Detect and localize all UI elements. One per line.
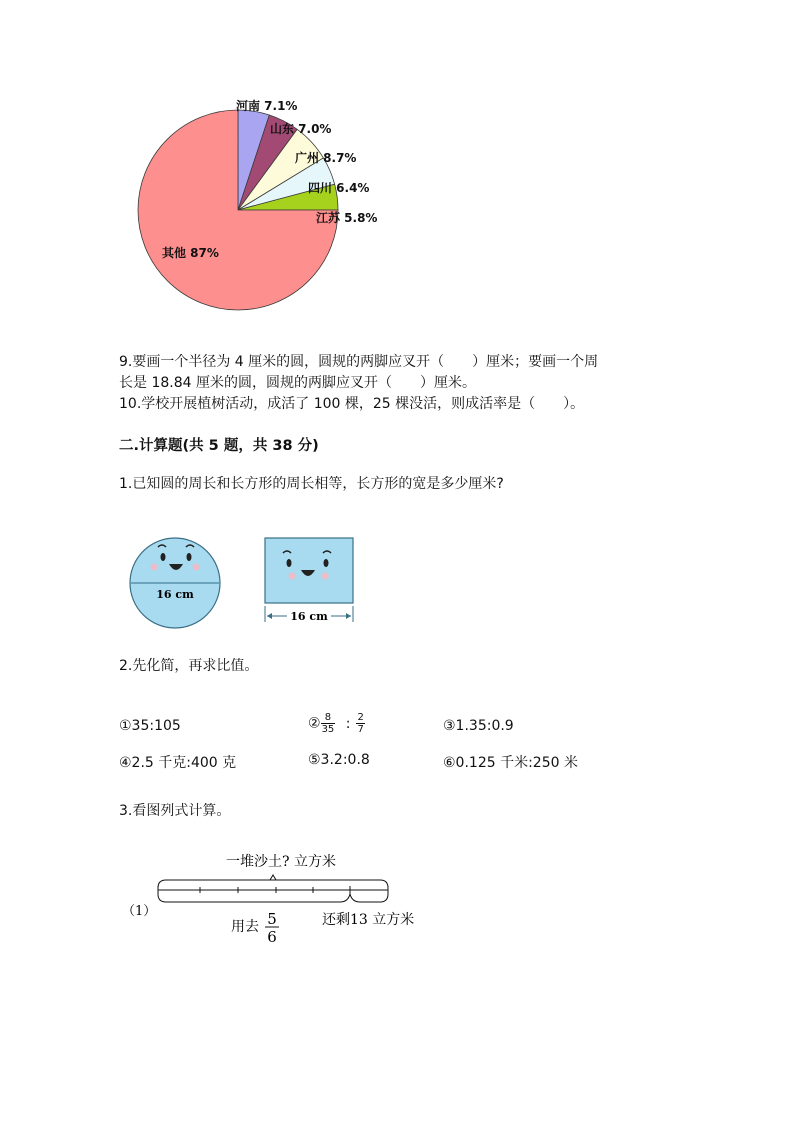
fraction-2-7: $\frac{2}{7}$: [357, 712, 364, 735]
circle-rect-figure: [0, 520, 400, 640]
rect-label: 16 cm: [290, 610, 328, 623]
used-label: 用去: [231, 919, 259, 935]
pie-label-0: 河南 7.1%: [236, 99, 298, 113]
pie-label-1: 山东 7.0%: [270, 122, 332, 136]
top-brace: [158, 880, 388, 888]
pie-label-2: 广州 8.7%: [295, 151, 357, 165]
circle-label: 16 cm: [156, 588, 194, 601]
question-9-line-2: 长是 18.84 厘米的圆，圆规的两脚应叉开（ ）厘米。: [119, 375, 476, 391]
ratio-item-1: ①35:105: [119, 718, 181, 734]
ratio-item-4: ④2.5 千克:400 克: [119, 755, 237, 771]
item-2-prefix: ②: [308, 715, 321, 732]
section-title: 二.计算题(共 5 题，共 38 分): [119, 438, 319, 454]
ratio-item-2: [308, 712, 365, 735]
ratio-separator: :: [345, 715, 351, 732]
calc-3-text: 3.看图列式计算。: [119, 803, 231, 819]
question-10: 10.学校开展植树活动，成活了 100 棵，25 棵没活，则成活率是（ ）。: [119, 396, 585, 412]
used-brace: [158, 894, 350, 902]
ratio-item-5: ⑤3.2:0.8: [308, 752, 370, 768]
used-fraction-numerator: 5: [267, 910, 277, 928]
left-brace: [350, 894, 388, 902]
pie-label-3: 四川 6.4%: [308, 181, 370, 195]
question-9-line-1: 9.要画一个半径为 4 厘米的圆，圆规的两脚应叉开（ ）厘米；要画一个周: [119, 354, 599, 370]
pie-label-4: 江苏 5.8%: [316, 211, 378, 225]
pie-label-5: 其他 87%: [162, 246, 219, 260]
fraction-8-35: $\frac{8}{35}$: [321, 712, 335, 735]
calc-1-text: 1.已知圆的周长和长方形的周长相等，长方形的宽是多少厘米?: [119, 476, 504, 492]
used-fraction-denominator: 6: [267, 928, 277, 946]
sub-question-label: （1）: [122, 904, 157, 919]
ratio-item-3: ③1.35:0.9: [443, 718, 514, 734]
pie-chart: [0, 0, 794, 330]
total-label: 一堆沙土? 立方米: [226, 854, 336, 870]
calc-2-text: 2.先化简，再求比值。: [119, 658, 259, 674]
ratio-item-6: ⑥0.125 千米:250 米: [443, 755, 578, 771]
sand-diagram: [0, 840, 500, 950]
left-label: 还剩13 立方米: [322, 912, 415, 928]
